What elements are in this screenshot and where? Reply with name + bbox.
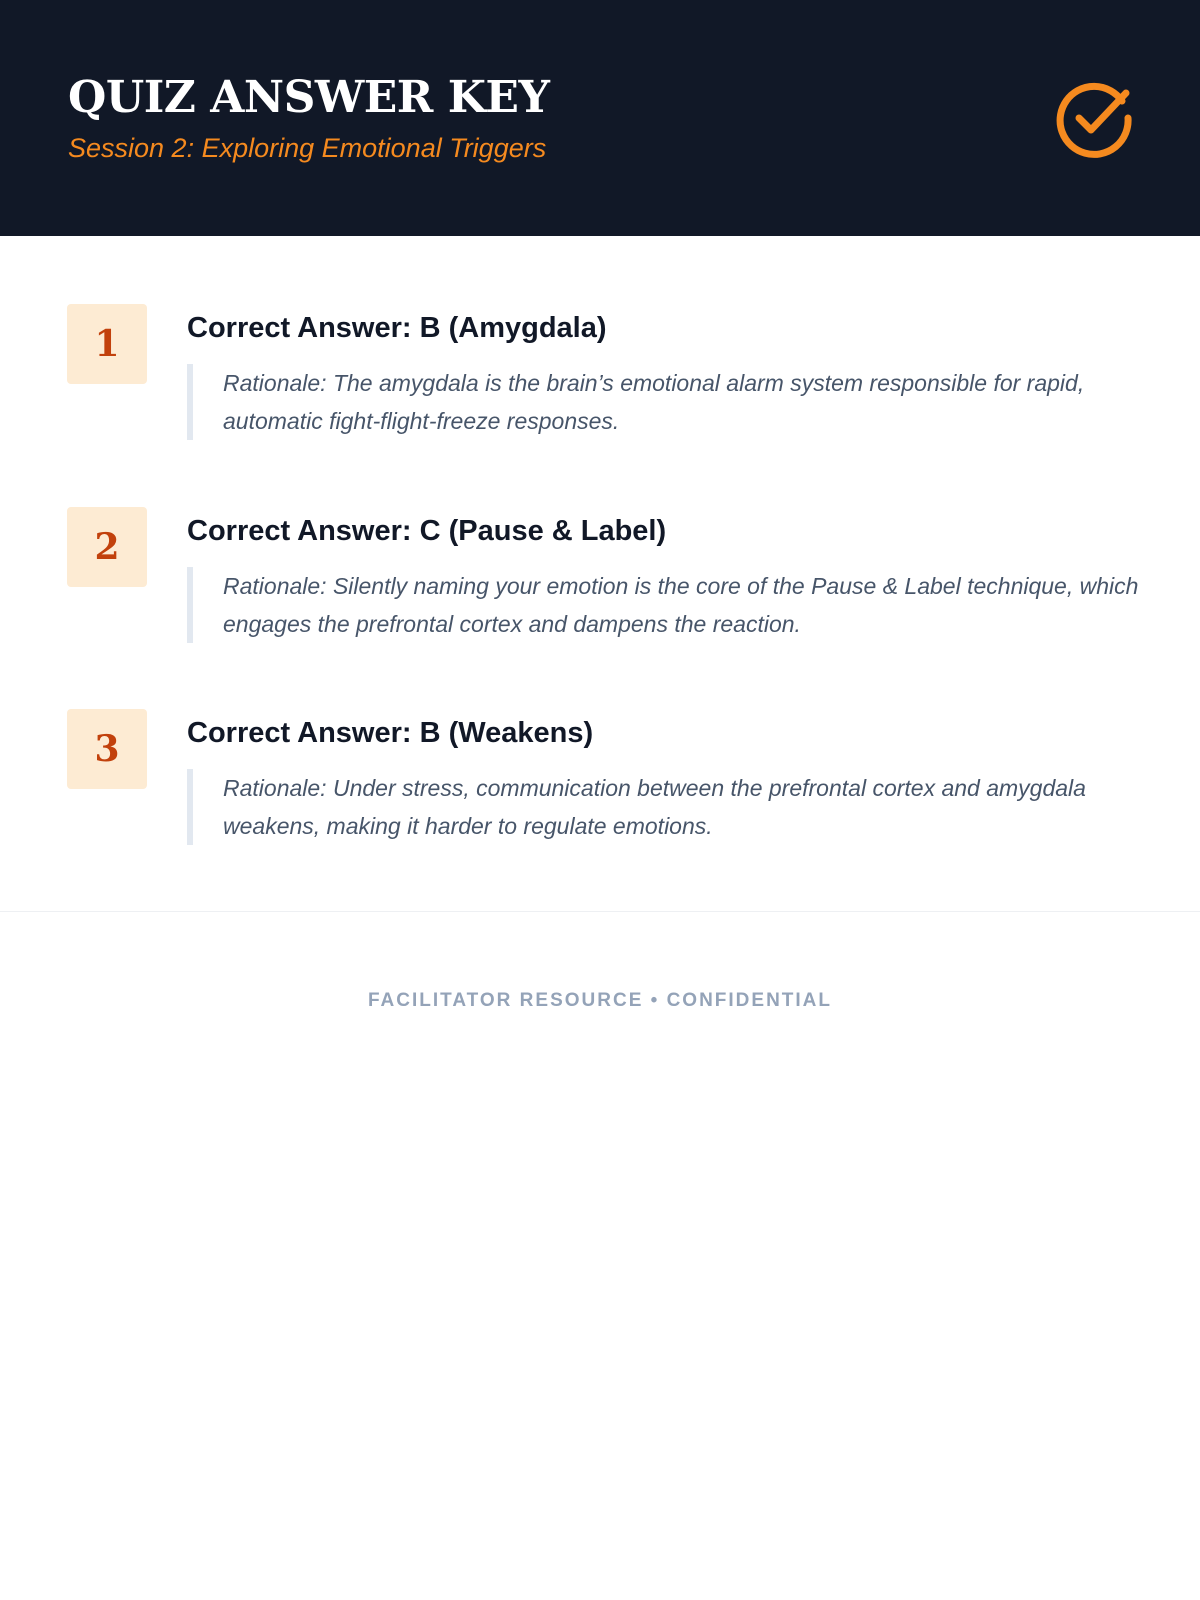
question-number-badge: 1 <box>67 304 147 384</box>
correct-answer: Correct Answer: C (Pause & Label) <box>187 515 667 547</box>
answer-rationale: Rationale: Under stress, communication between the prefrontal cortex and amygdala weakens, making it harder to regulate emotions. <box>187 769 1147 845</box>
correct-answer: Correct Answer: B (Amygdala) <box>187 312 607 344</box>
section-divider <box>0 911 1200 912</box>
correct-answer: Correct Answer: B (Weakens) <box>187 717 594 749</box>
page-subtitle: Session 2: Exploring Emotional Triggers <box>68 133 547 163</box>
question-number-badge: 3 <box>67 709 147 789</box>
footer-note: FACILITATOR RESOURCE • CONFIDENTIAL <box>367 990 833 1011</box>
page-title: QUIZ ANSWER KEY <box>68 72 550 123</box>
check-circle-icon <box>1054 78 1134 158</box>
question-number-badge: 2 <box>67 507 147 587</box>
answer-rationale: Rationale: The amygdala is the brain’s emotional alarm system responsible for rapid, automatic fight-flight-freeze responses. <box>187 364 1147 440</box>
page-header <box>0 0 1200 236</box>
answer-rationale: Rationale: Silently naming your emotion is the core of the Pause & Label technique, which engages the prefrontal cortex and dampens the reaction. <box>187 567 1147 643</box>
